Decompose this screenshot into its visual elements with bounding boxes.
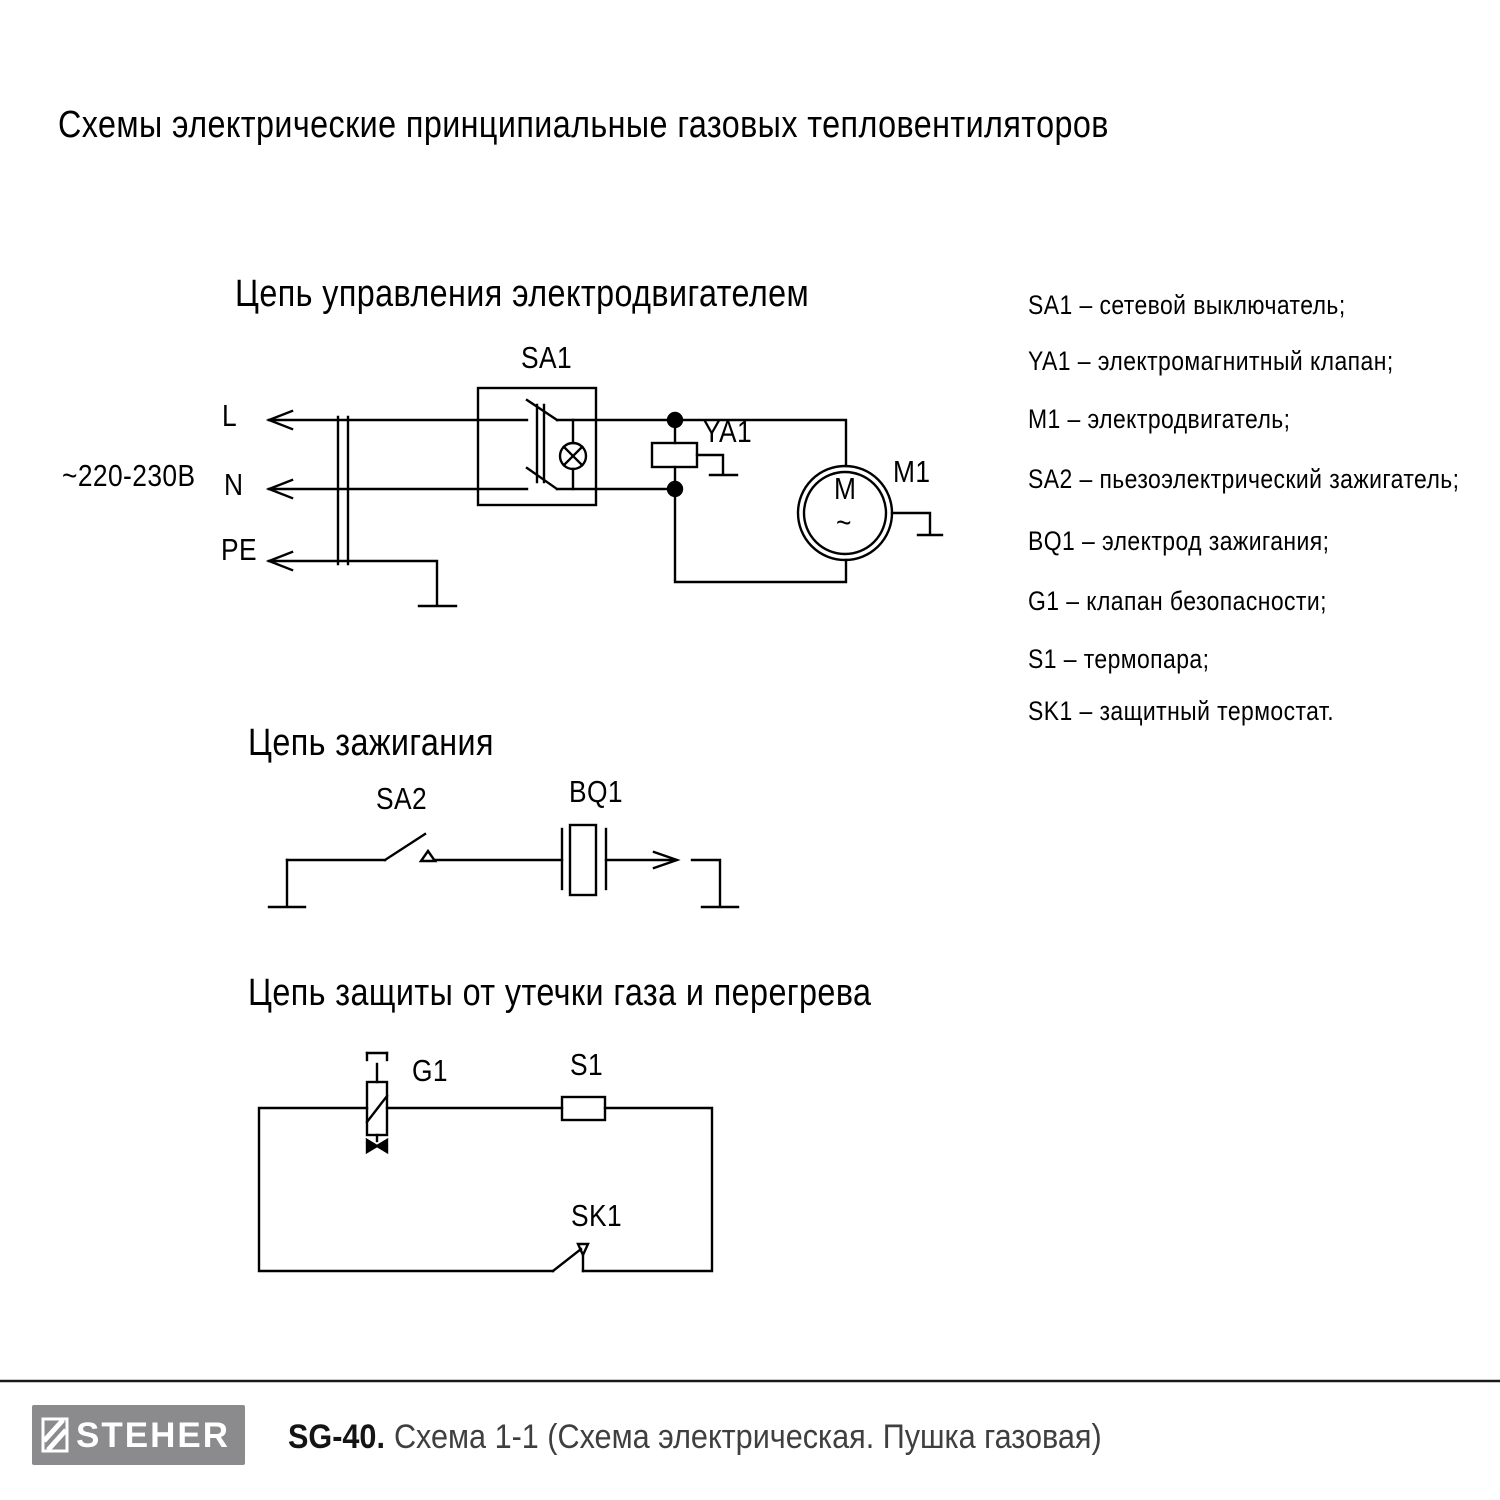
terminal-l-label: L (222, 398, 238, 433)
sk1-contact-triangle-icon (578, 1244, 588, 1255)
footer-caption (288, 1420, 1102, 1454)
sa1-switch-symbol (478, 388, 596, 505)
motor-m-letter: M (834, 471, 857, 506)
legend-item-g1: G1 – клапан безопасности; (1028, 586, 1327, 616)
s1-label: S1 (570, 1047, 604, 1082)
m1-label: M1 (893, 454, 931, 489)
ya1-label: YA1 (703, 414, 753, 449)
g1-gas-valve-icon (377, 1140, 387, 1152)
model-code: SG-40. (288, 1418, 385, 1456)
legend-item-sa1: SA1 – сетевой выключатель; (1028, 290, 1346, 320)
sk1-blade (553, 1249, 581, 1271)
sa1-blade-bottom (527, 468, 557, 489)
terminal-pe-wire (269, 561, 437, 604)
protection-circuit-title: Цепь защиты от утечки газа и перегрева (248, 972, 872, 1014)
legend-item-sa2: SA2 – пьезоэлектрический зажигатель; (1028, 464, 1460, 494)
right-ground-wire (692, 860, 720, 905)
control-circuit-title: Цепь управления электродвигателем (235, 273, 810, 315)
s1-thermocouple-body (562, 1097, 605, 1120)
legend-item-sk1: SK1 – защитный термостат. (1028, 696, 1335, 726)
steher-logo (32, 1405, 245, 1465)
supply-voltage-label: ~220-230В (62, 458, 196, 493)
sa2-blade (385, 834, 425, 860)
protection-circuit-graphics (259, 1053, 712, 1271)
legend-item-m1: M1 – электродвигатель; (1028, 404, 1291, 434)
g1-valve-diagonal (367, 1096, 387, 1122)
ignition-circuit-graphics (269, 825, 738, 907)
steher-logo-icon (41, 1417, 69, 1453)
legend-item-bq1: BQ1 – электрод зажигания; (1028, 526, 1330, 556)
sa2-contact-triangle-icon (421, 851, 435, 861)
terminal-n-label: N (224, 467, 244, 502)
sa1-label: SA1 (521, 340, 573, 375)
motor-ground-wire (892, 513, 930, 533)
bq1-body (570, 825, 596, 895)
junction-dot (668, 413, 682, 427)
sa2-label: SA2 (376, 781, 428, 816)
g1-label: G1 (412, 1053, 449, 1088)
junction-dot (668, 482, 682, 496)
ya1-ground-wire (697, 455, 723, 473)
loop-wire (259, 1108, 553, 1271)
motor-ac-symbol: ~ (836, 505, 852, 540)
page-title: Схемы электрические принципиальные газовых тепловентиляторов (58, 104, 1109, 146)
loop-wire (583, 1108, 712, 1271)
legend-item-ya1: YA1 – электромагнитный клапан; (1028, 346, 1394, 376)
supply-terminals (269, 411, 527, 606)
control-wiring (557, 420, 846, 582)
steher-logo-text: STEHER (76, 1415, 230, 1455)
terminal-pe-label: PE (221, 532, 258, 567)
neutral-return-wire (675, 489, 846, 582)
ignition-circuit-title: Цепь зажигания (248, 722, 494, 764)
caption-text: Схема 1-1 (Схема электрическая. Пушка газовая) (393, 1418, 1102, 1456)
sk1-label: SK1 (571, 1198, 623, 1233)
phase-wire (557, 420, 846, 466)
sa1-blade-top (527, 400, 557, 420)
bq1-label: BQ1 (569, 774, 624, 809)
ya1-coil (652, 443, 697, 467)
legend-item-s1: S1 – термопара; (1028, 644, 1210, 674)
